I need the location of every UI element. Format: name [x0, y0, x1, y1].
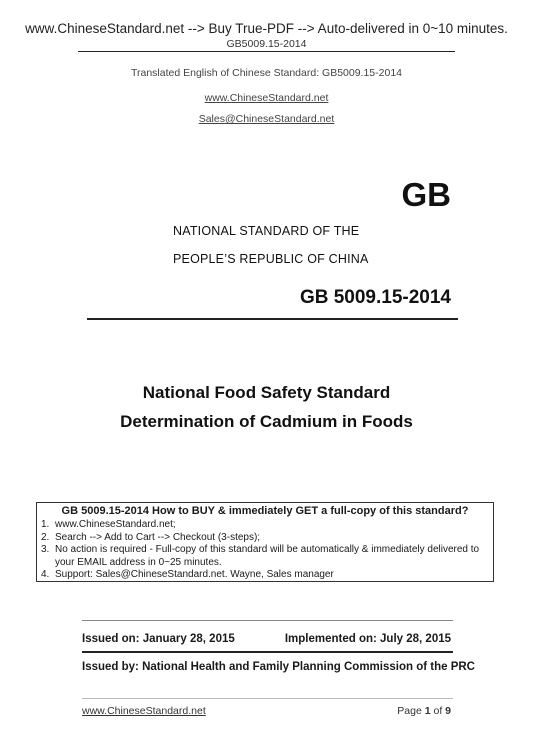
purchase-step — [41, 519, 491, 532]
implemented-date: Implemented on: July 28, 2015 — [284, 633, 451, 645]
header-doc-code: GB5009.15-2014 — [226, 38, 307, 50]
title-line2: Determination of Cadmium in Foods — [120, 412, 413, 431]
step-text: Support: Sales@ChineseStandard.net. Wayne, Sales manager — [55, 569, 334, 580]
purchase-box — [36, 502, 494, 582]
page-current: 1 — [424, 705, 431, 717]
issuing-authority: Issued by: National Health and Family Planning Commission of the PRC — [82, 661, 475, 673]
issued-date: Issued on: January 28, 2015 — [82, 633, 235, 645]
page-total: 9 — [445, 705, 451, 717]
footer-divider — [82, 698, 453, 699]
page-indicator — [397, 705, 451, 717]
step-number: 1. — [41, 519, 50, 530]
header-divider — [78, 51, 455, 52]
step-text[interactable]: www.ChineseStandard.net; — [55, 519, 176, 530]
purchase-step — [41, 544, 491, 569]
header-banner: www.ChineseStandard.net --> Buy True-PDF --> Auto-delivered in 0~10 minutes. — [25, 21, 508, 36]
national-standard-line1: NATIONAL STANDARD OF THE — [173, 224, 360, 238]
gb-logo: GB — [401, 176, 451, 213]
website-link-row — [0, 88, 533, 106]
purchase-step — [41, 532, 491, 545]
website-link[interactable]: www.ChineseStandard.net — [204, 92, 329, 104]
purchase-box-heading: GB 5009.15-2014 How to BUY & immediately GET a full-copy of this standard? — [61, 505, 469, 517]
standard-code: GB 5009.15-2014 — [299, 287, 451, 308]
email-link-row — [0, 109, 533, 127]
code-divider — [87, 318, 458, 320]
email-link[interactable]: Sales@ChineseStandard.net — [198, 113, 335, 125]
step-number: 4. — [41, 569, 50, 580]
purchase-steps-list — [41, 519, 491, 582]
dates-mid-divider — [82, 651, 453, 653]
step-text: No action is required - Full-copy of this standard will be automatically & immediately delivered to your EMAIL address in 0~25 minutes. — [55, 544, 480, 568]
footer-website-link[interactable]: www.ChineseStandard.net — [82, 705, 206, 717]
step-number: 2. — [41, 531, 50, 543]
purchase-step — [41, 569, 491, 582]
step-number: 3. — [41, 544, 50, 555]
step-text: Search --> Add to Cart --> Checkout (3-steps); — [55, 531, 261, 543]
page-prefix: Page — [397, 705, 425, 717]
national-standard-line2: PEOPLE’S REPUBLIC OF CHINA — [173, 252, 369, 266]
dates-top-divider — [82, 620, 453, 621]
page-middle: of — [430, 705, 446, 717]
title-line1: National Food Safety Standard — [142, 383, 391, 402]
translated-note: Translated English of Chinese Standard: GB5009.15-2014 — [130, 67, 403, 79]
